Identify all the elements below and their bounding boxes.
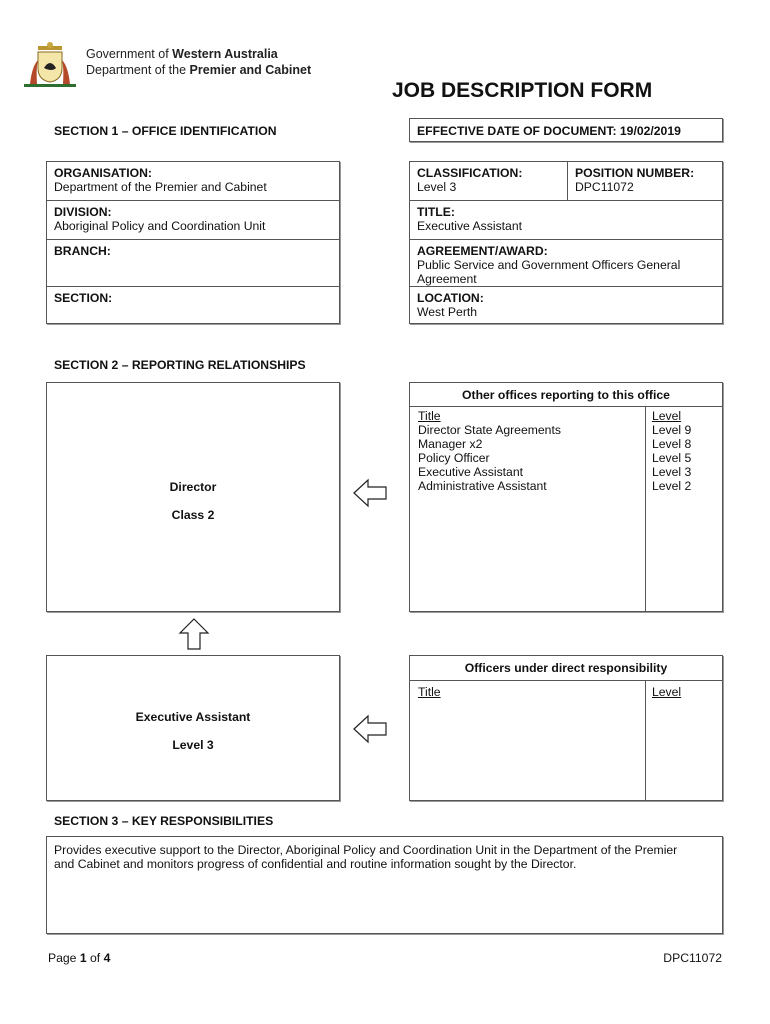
position-number-cell	[568, 163, 724, 197]
other-office-row-title: Manager x2	[418, 437, 483, 451]
location-value: West Perth	[417, 305, 478, 319]
effective-date: EFFECTIVE DATE OF DOCUMENT: 19/02/2019	[417, 124, 681, 138]
page-number	[48, 951, 110, 965]
position-title: Executive Assistant	[135, 710, 251, 724]
other-office-row-level: Level 2	[652, 479, 692, 493]
division-label: DIVISION:	[54, 205, 112, 219]
agreement-value-line2: Agreement	[417, 272, 477, 286]
page-current: 1	[79, 951, 87, 965]
other-offices-col-level: Level	[652, 409, 682, 423]
title-label: TITLE:	[417, 205, 455, 219]
position-box	[46, 655, 340, 801]
agreement-cell	[410, 241, 722, 289]
supervisor-title: Director	[169, 480, 217, 494]
other-office-row-title: Executive Assistant	[418, 465, 523, 479]
other-office-row-title: Director State Agreements	[418, 423, 561, 437]
direct-reports-col-title: Title	[418, 685, 441, 699]
position-number-label: POSITION NUMBER:	[575, 166, 695, 180]
classification-cell	[410, 163, 567, 197]
page-of: of	[90, 951, 101, 965]
doc-code: DPC11072	[663, 951, 722, 965]
other-office-row-title: Administrative Assistant	[418, 479, 547, 493]
section-cell	[47, 288, 339, 308]
location-cell	[410, 288, 722, 322]
gov-line-prefix: Government of	[86, 47, 169, 61]
dept-line-bold: Premier and Cabinet	[189, 63, 312, 77]
agreement-label: AGREEMENT/AWARD:	[417, 244, 548, 258]
position-number-value: DPC11072	[575, 180, 634, 194]
dept-line-prefix: Department of the	[86, 63, 187, 77]
form-title: JOB DESCRIPTION FORM	[392, 79, 653, 102]
office-id-left-table	[46, 161, 340, 324]
organisation-label: ORGANISATION:	[54, 166, 152, 180]
branch-label: BRANCH:	[54, 244, 111, 258]
other-offices-titles	[418, 409, 561, 493]
other-office-row-level: Level 3	[652, 465, 692, 479]
section2-heading: SECTION 2 – REPORTING RELATIONSHIPS	[54, 358, 306, 372]
organisation-cell	[47, 163, 339, 197]
key-responsibilities-line1: Provides executive support to the Director, Aboriginal Policy and Coordination Unit in the Department of the Premier	[54, 843, 678, 857]
division-value: Aboriginal Policy and Coordination Unit	[54, 219, 266, 233]
arrow-left-icon	[352, 477, 388, 509]
office-id-right-table	[409, 161, 723, 324]
position-class: Level 3	[172, 738, 214, 752]
gov-line	[86, 47, 278, 61]
location-label: LOCATION:	[417, 291, 484, 305]
other-office-row-level: Level 5	[652, 451, 692, 465]
direct-reports-header: Officers under direct responsibility	[464, 661, 668, 675]
title-cell	[410, 202, 722, 236]
classification-value: Level 3	[417, 180, 457, 194]
wa-crest-logo	[20, 40, 80, 90]
dept-line	[86, 63, 311, 77]
gov-line-bold: Western Australia	[172, 47, 278, 61]
title-value: Executive Assistant	[417, 219, 522, 233]
direct-reports-table	[409, 655, 723, 801]
agreement-value-line1: Public Service and Government Officers General	[417, 258, 681, 272]
supervisor-class: Class 2	[171, 508, 215, 522]
direct-reports-col-level: Level	[652, 685, 682, 699]
section3-heading: SECTION 3 – KEY RESPONSIBILITIES	[54, 814, 274, 828]
other-offices-table	[409, 382, 723, 612]
supervisor-box	[46, 382, 340, 612]
other-office-row-title: Policy Officer	[418, 451, 490, 465]
page-word: Page	[48, 951, 77, 965]
arrow-up-icon	[177, 617, 211, 651]
other-offices-levels	[652, 409, 691, 493]
other-offices-header: Other offices reporting to this office	[462, 388, 670, 402]
other-office-row-level: Level 9	[652, 423, 692, 437]
branch-cell	[47, 241, 339, 261]
page-total: 4	[103, 951, 111, 965]
other-offices-col-title: Title	[418, 409, 441, 423]
organisation-value: Department of the Premier and Cabinet	[54, 180, 267, 194]
section1-heading: SECTION 1 – OFFICE IDENTIFICATION	[54, 124, 277, 138]
arrow-left-icon	[352, 713, 388, 745]
division-cell	[47, 202, 339, 236]
other-office-row-level: Level 8	[652, 437, 692, 451]
classification-label: CLASSIFICATION:	[417, 166, 523, 180]
effective-date-box	[409, 118, 723, 142]
key-responsibilities-box	[46, 836, 723, 934]
section-label: SECTION:	[54, 291, 113, 305]
key-responsibilities-line2: and Cabinet and monitors progress of confidential and routine information sought by the Director.	[54, 857, 577, 871]
